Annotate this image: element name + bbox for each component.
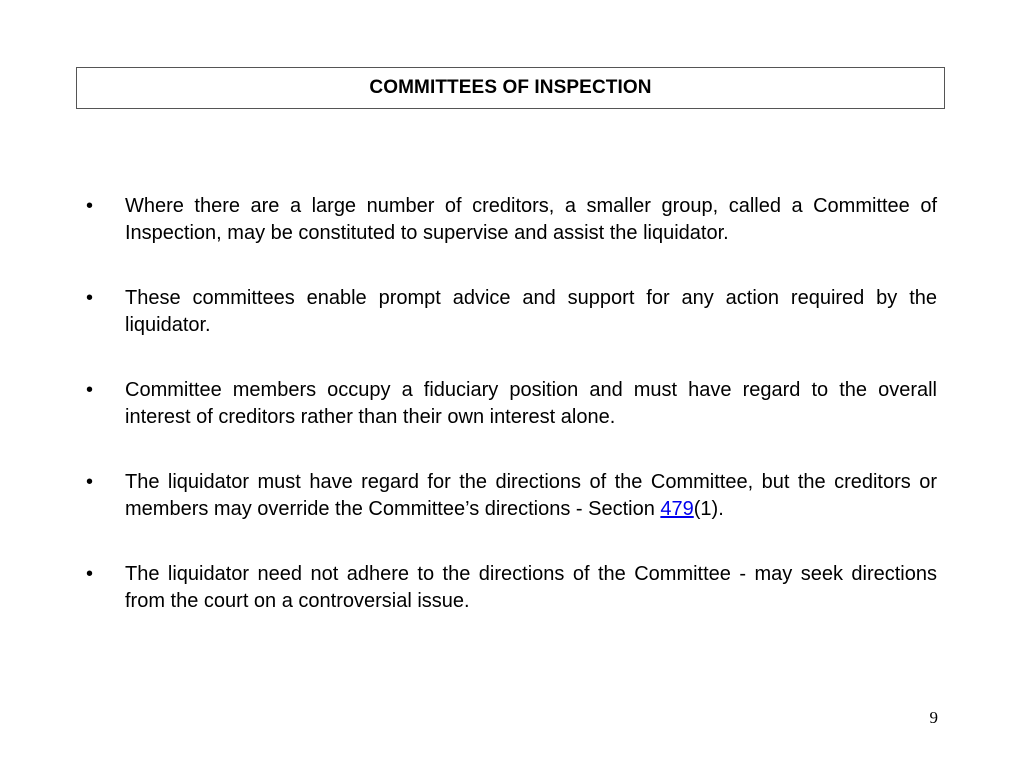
bullet-marker: • (86, 379, 94, 401)
bullet-item (84, 285, 937, 339)
bullet-item (84, 193, 937, 247)
bullet-marker: • (86, 195, 94, 217)
bullet-item (84, 469, 937, 523)
bullet-text: These committees enable prompt advice and support for any action required by the liquidator. (125, 287, 937, 336)
bullet-item (84, 561, 937, 615)
bullet-marker: • (86, 471, 94, 493)
slide-title: COMMITTEES OF INSPECTION (369, 77, 652, 98)
bullet-text-after-link: (1). (693, 498, 724, 520)
bullet-list (84, 193, 937, 653)
slide-title-box (76, 67, 945, 109)
bullet-text: Where there are a large number of creditors, a smaller group, called a Committee of Inspection, may be constituted to supervise and assist the liquidator. (125, 195, 937, 244)
page-number: 9 (929, 708, 938, 727)
bullet-item (84, 377, 937, 431)
bullet-text: Committee members occupy a fiduciary position and must have regard to the overall interest of creditors rather than their own interest alone. (125, 379, 937, 428)
section-479-link[interactable]: 479 (660, 498, 694, 520)
bullet-text: The liquidator need not adhere to the directions of the Committee - may seek directions from the court on a controversial issue. (125, 563, 937, 612)
bullet-marker: • (86, 563, 94, 585)
bullet-text (125, 469, 937, 523)
bullet-marker: • (86, 287, 94, 309)
bullet-text-before-link: The liquidator must have regard for the directions of the Committee, but the creditors or members may override the Committee’s directions - Section (125, 471, 937, 520)
